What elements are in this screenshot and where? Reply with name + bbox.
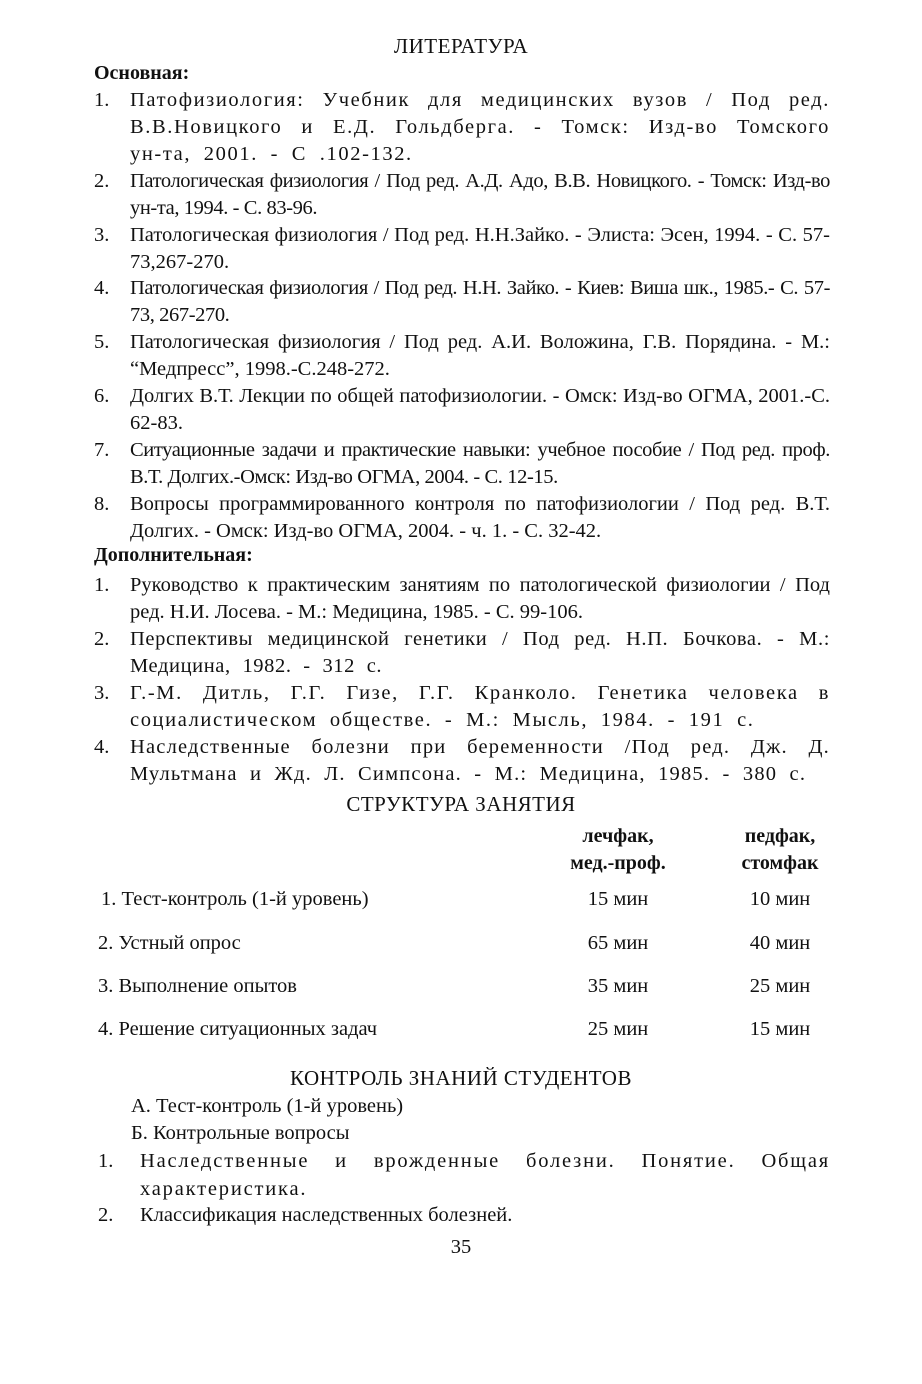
table-cell-lechfak: 65 мин [587,932,649,954]
item-text: Вопросы программированного контроля по патофизиологии / Под ред. В.Т. Долгих. - Омск: Изд-во ОГМА, 2004. - ч. 1. - С. 32-42. [130,493,830,542]
main-literature-item [94,329,830,383]
table-cell-pedfak: 25 мин [749,975,811,997]
structure-title: СТРУКТУРА ЗАНЯТИЯ [346,792,576,816]
item-number: 2. [94,628,110,650]
question-number: 1. [98,1150,114,1172]
table-row-label: 4. Решение ситуационных задач [98,1018,378,1040]
table-row-label: 1. Тест-контроль (1-й уровень) [101,888,369,910]
main-literature-item [94,222,830,276]
table-row-label: 3. Выполнение опытов [98,975,297,997]
table-cell-lechfak: 35 мин [587,975,649,997]
column-header-line: педфак, [744,825,816,847]
main-literature-item [94,87,830,168]
item-text: Патологическая физиология / Под ред. А.И. Воложина, Г.В. Порядина. - М.: “Медпресс”, 1998.-С.248-272. [130,331,830,380]
main-literature-item [94,275,830,329]
main-literature-item [94,491,830,545]
item-number: 2. [94,170,110,192]
main-literature-item [94,383,830,437]
question-text: Наследственные и врожденные болезни. Понятие. Общая характеристика. [140,1150,830,1200]
main-literature-label: Основная: [94,62,190,84]
item-text: Патофизиология: Учебник для медицинских вузов / Под ред. В.В.Новицкого и Е.Д. Гольдберга. - Томск: Изд-во Томского ун-та, 2001. - С .102-132. [130,89,830,165]
question-number: 2. [98,1204,114,1226]
item-text: Долгих В.Т. Лекции по общей патофизиологии. - Омск: Изд-во ОГМА, 2001.-С. 62-83. [130,385,830,434]
item-number: 4. [94,736,110,758]
table-cell-pedfak: 40 мин [749,932,811,954]
column-header-line: мед.-проф. [570,852,666,874]
control-item-b: Б. Контрольные вопросы [131,1122,350,1144]
item-text: Наследственные болезни при беременности /Под ред. Дж. Д. Мультмана и Жд. Л. Симпсона. - М.: Медицина, 1985. - 380 с. [130,736,830,785]
table-cell-pedfak: 10 мин [749,888,811,910]
table-row-label: 2. Устный опрос [98,932,241,954]
item-number: 5. [94,331,110,353]
item-number: 3. [94,682,110,704]
literature-title: ЛИТЕРАТУРА [393,34,529,58]
column-header-pedfak [716,823,844,877]
item-text: Руководство к практическим занятиям по патологической физиологии / Под ред. Н.И. Лосева. - М.: Медицина, 1985. - С. 99-106. [130,574,830,623]
table-cell-lechfak: 25 мин [587,1018,649,1040]
extra-literature-item [94,680,830,734]
column-header-lechfak [548,823,688,877]
item-number: 3. [94,224,110,246]
item-text: Ситуационные задачи и практические навыки: учебное пособие / Под ред. проф. В.Т. Долгих.-Омск: Изд-во ОГМА, 2004. - С. 12-15. [130,439,830,488]
item-text: Перспективы медицинской генетики / Под ред. Н.П. Бочкова. - М.: Медицина, 1982. - 312 с. [130,628,830,677]
item-number: 1. [94,574,110,596]
item-number: 6. [94,385,110,407]
extra-literature-label: Дополнительная: [94,544,253,566]
extra-literature-item [94,626,830,680]
main-literature-item [94,437,830,491]
item-text: Патологическая физиология / Под ред. А.Д. Адо, В.В. Новицкого. - Томск: Изд-во ун-та, 1994. - С. 83-96. [130,170,830,219]
control-question [98,1201,830,1229]
item-number: 4. [94,277,110,299]
control-title: КОНТРОЛЬ ЗНАНИЙ СТУДЕНТОВ [290,1066,632,1090]
control-question [98,1147,830,1203]
table-cell-pedfak: 15 мин [749,1018,811,1040]
item-number: 1. [94,89,110,111]
item-number: 7. [94,439,110,461]
control-item-a: А. Тест-контроль (1-й уровень) [131,1095,404,1117]
extra-literature-item [94,734,830,788]
item-number: 8. [94,493,110,515]
item-text: Патологическая физиология / Под ред. Н.Н. Зайко. - Киев: Виша шк., 1985.- С. 57-73, 267-270. [130,277,830,326]
column-header-line: лечфак, [582,825,654,847]
item-text: Патологическая физиология / Под ред. Н.Н.Зайко. - Элиста: Эсен, 1994. - С. 57-73,267-270. [130,224,830,273]
item-text: Г.-М. Дитль, Г.Г. Гизе, Г.Г. Кранколо. Генетика человека в социалистическом обществе. - М.: Мысль, 1984. - 191 с. [130,682,830,731]
table-cell-lechfak: 15 мин [587,888,649,910]
question-text: Классификация наследственных болезней. [140,1204,513,1226]
main-literature-item [94,168,830,222]
extra-literature-item [94,572,830,626]
column-header-line: стомфак [741,852,819,874]
page-number: 35 [450,1236,472,1258]
